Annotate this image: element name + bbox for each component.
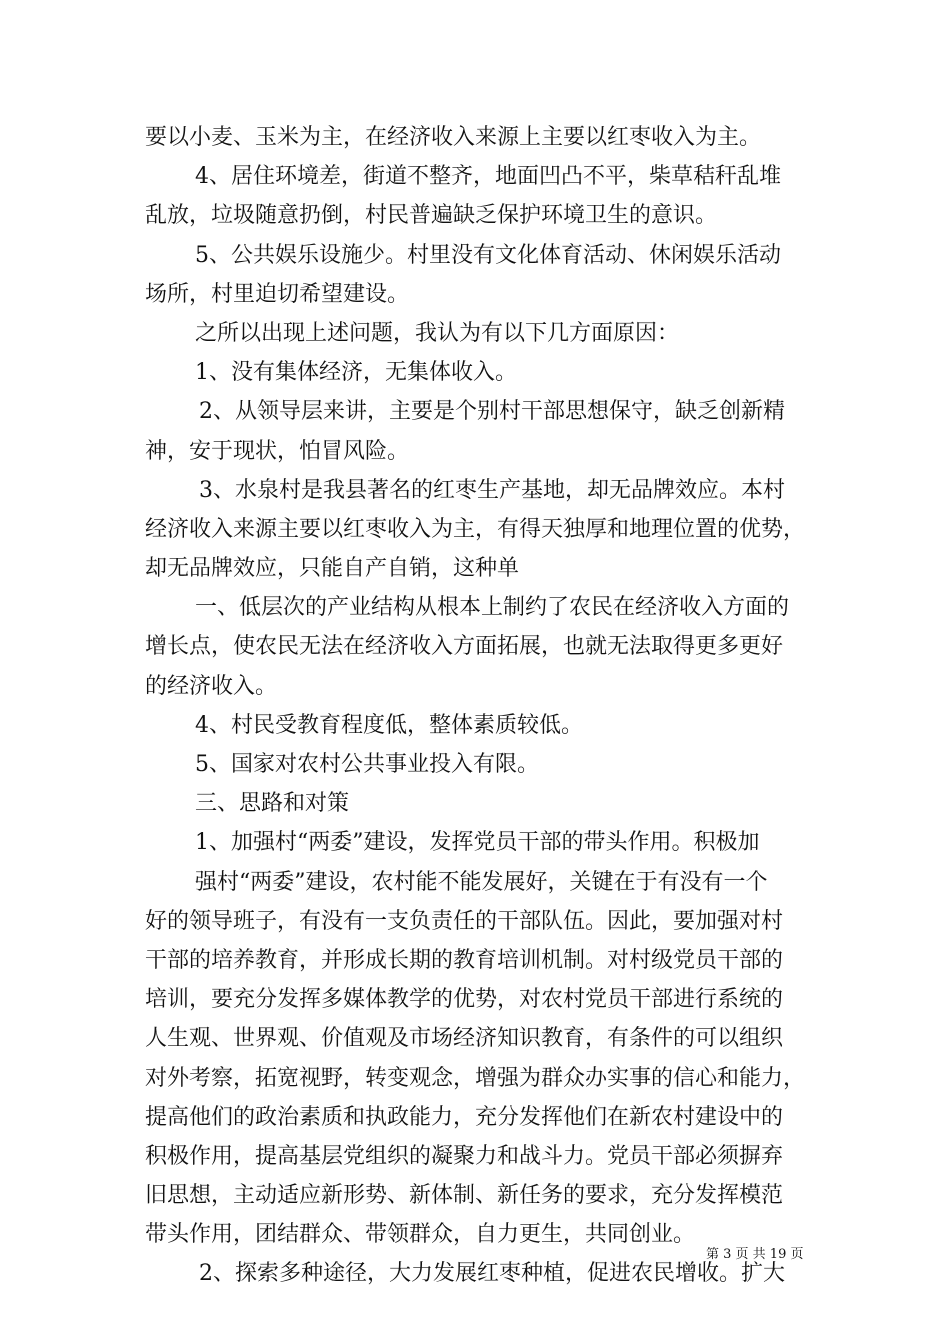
text-line: 5、国家对农村公共事业投入有限。 bbox=[195, 752, 539, 777]
text-line: 乱放，垃圾随意扔倒，村民普遍缺乏保护环境卫生的意识。 bbox=[145, 203, 718, 229]
text-line: 强村“两委”建设，农村能不能发展好，关键在于有没有一个 bbox=[195, 869, 768, 895]
text-line: 增长点，使农民无法在经济收入方面拓展，也就无法取得更多更好 bbox=[145, 634, 784, 660]
text-line: 2、从领导层来讲，主要是个别村干部思想保守，缺乏创新精 bbox=[199, 399, 785, 425]
text-line: 好的领导班子，有没有一支负责任的干部队伍。因此，要加强对村 bbox=[145, 908, 784, 934]
text-line: 一、低层次的产业结构从根本上制约了农民在经济收入方面的 bbox=[195, 595, 790, 621]
text-line: 2、探索多种途径，大力发展红枣种植，促进农民增收。扩大 bbox=[199, 1261, 785, 1287]
text-line: 要以小麦、玉米为主，在经济收入来源上主要以红枣收入为主。 bbox=[145, 125, 762, 150]
text-line: 经济收入来源主要以红枣收入为主，有得天独厚和地理位置的优势， bbox=[145, 516, 806, 542]
text-line: 之所以出现上述问题，我认为有以下几方面原因： bbox=[195, 320, 680, 346]
text-line: 干部的培养教育，并形成长期的教育培训机制。对村级党员干部的 bbox=[145, 947, 784, 973]
text-line: 人生观、世界观、价值观及市场经济知识教育，有条件的可以组织 bbox=[145, 1026, 784, 1052]
document-body bbox=[145, 118, 815, 1294]
text-line: 培训，要充分发挥多媒体教学的优势，对农村党员干部进行系统的 bbox=[145, 987, 784, 1013]
page-number: 第 3 页 共 19 页 bbox=[706, 1247, 804, 1262]
text-line: 场所，村里迫切希望建设。 bbox=[145, 281, 410, 307]
text-line: 积极作用，提高基层党组织的凝聚力和战斗力。党员干部必须摒弃 bbox=[145, 1143, 784, 1169]
text-line: 旧思想，主动适应新形势、新体制、新任务的要求，充分发挥模范 bbox=[145, 1183, 784, 1209]
text-line: 对外考察，拓宽视野，转变观念，增强为群众办实事的信心和能力， bbox=[145, 1065, 806, 1091]
text-line: 带头作用，团结群众、带领群众，自力更生，共同创业。 bbox=[145, 1222, 696, 1248]
text-line: 5、公共娱乐设施少。村里没有文化体育活动、休闲娱乐活动 bbox=[195, 242, 781, 268]
text-line: 的经济收入。 bbox=[145, 673, 278, 699]
text-line: 3、水泉村是我县著名的红枣生产基地，却无品牌效应。本村 bbox=[199, 477, 785, 503]
text-line: 4、居住环境差，街道不整齐，地面凹凸不平，柴草秸秆乱堆 bbox=[195, 164, 781, 190]
text-line: 神，安于现状，怕冒风险。 bbox=[145, 438, 410, 464]
text-line: 4、村民受教育程度低，整体素质较低。 bbox=[195, 712, 583, 738]
text-line: 提高他们的政治素质和执政能力，充分发挥他们在新农村建设中的 bbox=[145, 1104, 784, 1130]
text-line: 1、加强村“两委”建设，发挥党员干部的带头作用。积极加 bbox=[195, 830, 760, 856]
text-line: 却无品牌效应，只能自产自销，这种单 bbox=[145, 556, 520, 582]
text-line: 1、没有集体经济，无集体收入。 bbox=[195, 360, 517, 386]
section-heading: 三、思路和对策 bbox=[195, 791, 350, 817]
